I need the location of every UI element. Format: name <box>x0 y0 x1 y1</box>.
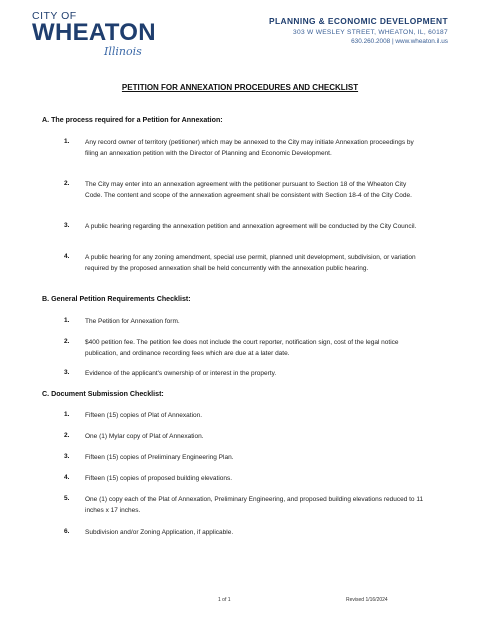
item-number: 1. <box>64 411 70 418</box>
logo-wheaton-text: WHEATON <box>32 19 156 46</box>
item-text: The City may enter into an annexation agreement with the petitioner pursuant to Section 18 of the Wheaton City Code. The content and scope of the annexation agreement shall be consistent with Section 18-4 of the City Code. <box>85 181 412 199</box>
city-logo <box>32 10 162 60</box>
item-number: 1. <box>64 138 70 145</box>
item-text: Fifteen (15) copies of Plat of Annexation. <box>85 412 203 419</box>
item-number: 6. <box>64 528 70 535</box>
item-number: 4. <box>64 253 70 260</box>
item-number: 2. <box>64 180 70 187</box>
section-heading-a: A. The process required for a Petition for Annexation: <box>42 116 223 124</box>
item-text: $400 petition fee. The petition fee does not include the court reporter, notification sign, cost of the legal notice publication, and ordinance recording fees which are due at a later date. <box>85 339 399 357</box>
revision-date: Revised 1/16/2024 <box>346 597 388 603</box>
item-number: 3. <box>64 222 70 229</box>
item-number: 4. <box>64 474 70 481</box>
department-name: PLANNING & ECONOMIC DEVELOPMENT <box>269 16 448 26</box>
item-text: A public hearing for any zoning amendment, special use permit, planned unit development, subdivision, or variation required by the proposed annexation shall be held concurrently with the annexation public hearing. <box>85 254 416 272</box>
item-text: Any record owner of territory (petitioner) which may be annexed to the City may initiate Annexation proceedings by filing an annexation petition with the Director of Planning and Economic Development. <box>85 139 414 157</box>
item-number: 3. <box>64 369 70 376</box>
logo-city-text: CITY OF <box>32 10 77 22</box>
document-title: PETITION FOR ANNEXATION PROCEDURES AND CHECKLIST <box>121 83 359 92</box>
item-text: Fifteen (15) copies of proposed building elevations. <box>85 475 233 482</box>
item-text: One (1) Mylar copy of Plat of Annexation. <box>85 433 204 440</box>
item-text: Subdivision and/or Zoning Application, if applicable. <box>85 529 234 536</box>
section-heading-b: B. General Petition Requirements Checklist: <box>42 295 191 303</box>
logo-illinois-script: Illinois <box>104 45 142 58</box>
item-text: One (1) copy each of the Plat of Annexation, Preliminary Engineering, and proposed building elevations reduced to 11 inches x 17 inches. <box>85 496 424 514</box>
item-text: A public hearing regarding the annexation petition and annexation agreement will be conducted by the City Council. <box>85 223 417 230</box>
item-text: The Petition for Annexation form. <box>85 318 180 325</box>
item-number: 3. <box>64 453 70 460</box>
item-number: 5. <box>64 495 70 502</box>
item-number: 2. <box>64 432 70 439</box>
department-address: 303 W WESLEY STREET, WHEATON, IL, 60187 <box>293 29 448 36</box>
item-text: Evidence of the applicant's ownership of or interest in the property. <box>85 370 277 377</box>
item-number: 1. <box>64 317 70 324</box>
item-text: Fifteen (15) copies of Preliminary Engineering Plan. <box>85 454 234 461</box>
department-header <box>269 16 448 45</box>
section-heading-c: C. Document Submission Checklist: <box>42 390 164 398</box>
page-number: 1 of 1 <box>218 597 231 603</box>
department-contact: 630.260.2008 | www.wheaton.il.us <box>351 38 448 45</box>
item-number: 2. <box>64 338 70 345</box>
